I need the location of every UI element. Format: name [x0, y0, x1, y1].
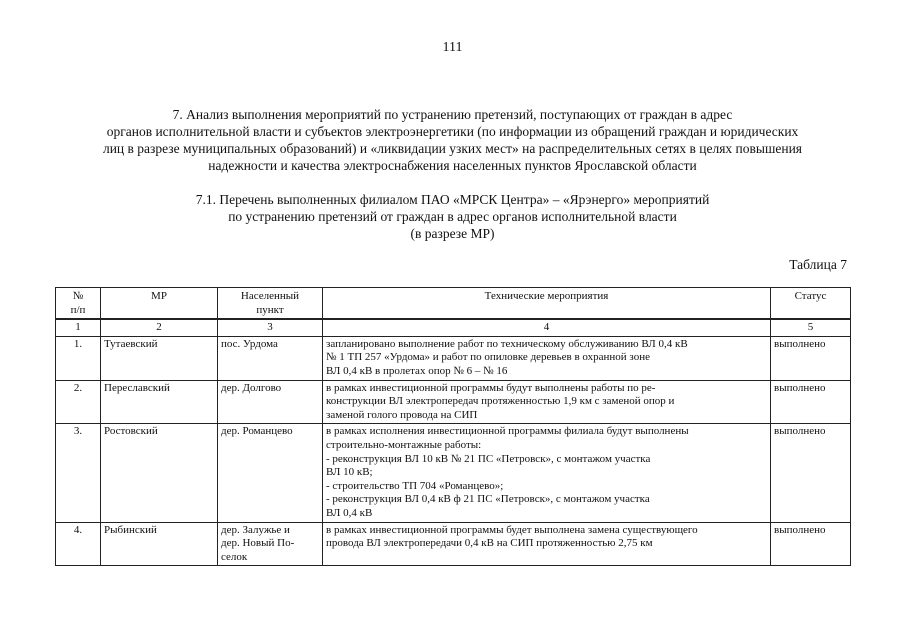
- header-status: Статус: [771, 288, 851, 320]
- row-mr: Переславский: [101, 380, 218, 424]
- row-num: 1.: [56, 336, 101, 380]
- settlement-line: дер. Залужье и: [221, 523, 290, 536]
- table-row: [56, 522, 851, 566]
- settlement-line: селок: [221, 550, 248, 563]
- page-number: 111: [442, 40, 463, 55]
- row-mr: Тутаевский: [101, 336, 218, 380]
- row-mr: Рыбинский: [101, 522, 218, 566]
- header-num-line: №: [72, 290, 84, 302]
- column-number: 3: [218, 319, 323, 336]
- row-measures: [323, 522, 771, 566]
- row-status: выполнено: [771, 336, 851, 380]
- column-number: 2: [101, 319, 218, 336]
- measure-line: - строительство ТП 704 «Романцево»;: [326, 479, 504, 492]
- section-title-line: лиц в разрезе муниципальных образований) и «ликвидации узких мест» на распределительных сетях в целях повышения: [102, 141, 803, 156]
- settlement-line: дер. Новый По-: [221, 537, 295, 550]
- header-settlement: [218, 288, 323, 320]
- measure-line: - реконструкция ВЛ 10 кВ № 21 ПС «Петровск», с монтажом участка: [326, 452, 651, 465]
- row-settlement: [218, 522, 323, 566]
- section-title-line: 7. Анализ выполнения мероприятий по устранению претензий, поступающих от граждан в адрес: [172, 107, 733, 122]
- measures-table: [55, 287, 851, 566]
- row-mr: Ростовский: [101, 424, 218, 522]
- measure-line: ВЛ 10 кВ;: [326, 466, 373, 479]
- header-mr: МР: [101, 288, 218, 320]
- measure-line: № 1 ТП 257 «Урдома» и работ по опиловке деревьев в охранной зоне: [326, 351, 650, 364]
- row-measures: [323, 336, 771, 380]
- table-header-row: [56, 288, 851, 320]
- row-measures: [323, 424, 771, 522]
- row-settlement: [218, 380, 323, 424]
- measure-line: провода ВЛ электропередачи 0,4 кВ на СИП протяженностью 2,75 км: [326, 537, 653, 550]
- section-title-line: органов исполнительной власти и субъектов электроэнергетики (по информации из обращений граждан и юридических: [106, 124, 799, 139]
- row-num: 3.: [56, 424, 101, 522]
- measure-line: ВЛ 0,4 кВ в пролетах опор № 6 – № 16: [326, 364, 508, 377]
- row-num: 2.: [56, 380, 101, 424]
- header-num-line: п/п: [70, 303, 86, 316]
- settlement-line: дер. Долгово: [221, 381, 282, 394]
- table-row: [56, 336, 851, 380]
- row-num: 4.: [56, 522, 101, 566]
- table-caption: Таблица 7: [789, 257, 847, 272]
- settlement-line: дер. Романцево: [221, 425, 293, 438]
- measure-line: в рамках инвестиционной программы будет выполнена замена существующего: [326, 523, 698, 536]
- header-settlement-line: пункт: [256, 303, 284, 316]
- column-number-row: [56, 319, 851, 336]
- measure-line: в рамках исполнения инвестиционной программы филиала будут выполнены: [326, 425, 689, 438]
- header-num: [56, 288, 101, 320]
- table-row: [56, 380, 851, 424]
- row-measures: [323, 380, 771, 424]
- row-status: выполнено: [771, 424, 851, 522]
- column-number: 5: [771, 319, 851, 336]
- row-status: выполнено: [771, 522, 851, 566]
- measure-line: запланировано выполнение работ по техническому обслуживанию ВЛ 0,4 кВ: [326, 337, 688, 350]
- header-measures: Технические мероприятия: [323, 288, 771, 320]
- settlement-line: пос. Урдома: [221, 337, 278, 350]
- column-number: 1: [56, 319, 101, 336]
- subsection-title-line: 7.1. Перечень выполненных филиалом ПАО «МРСК Центра» – «Ярэнерго» мероприятий: [195, 192, 710, 207]
- row-settlement: [218, 336, 323, 380]
- header-settlement-line: Населенный: [240, 290, 300, 302]
- row-settlement: [218, 424, 323, 522]
- table-row: [56, 424, 851, 522]
- section-title-line: надежности и качества электроснабжения населенных пунктов Ярославской области: [208, 158, 697, 173]
- subsection-title-line: по устранению претензий от граждан в адрес органов исполнительной власти: [228, 209, 677, 224]
- measure-line: в рамках инвестиционной программы будут выполнены работы по ре-: [326, 381, 656, 394]
- measure-line: строительно-монтажные работы:: [326, 438, 482, 451]
- section-title: [40, 106, 865, 174]
- row-status: выполнено: [771, 380, 851, 424]
- subsection-title: [40, 191, 865, 242]
- measure-line: конструкции ВЛ электропередач протяженностью 1,9 км с заменой опор и: [326, 395, 675, 408]
- measure-line: ВЛ 0,4 кВ: [326, 506, 373, 519]
- measure-line: заменой голого провода на СИП: [326, 408, 478, 421]
- column-number: 4: [323, 319, 771, 336]
- subsection-title-line: (в разрезе МР): [410, 226, 495, 241]
- measure-line: - реконструкция ВЛ 0,4 кВ ф 21 ПС «Петровск», с монтажом участка: [326, 493, 650, 506]
